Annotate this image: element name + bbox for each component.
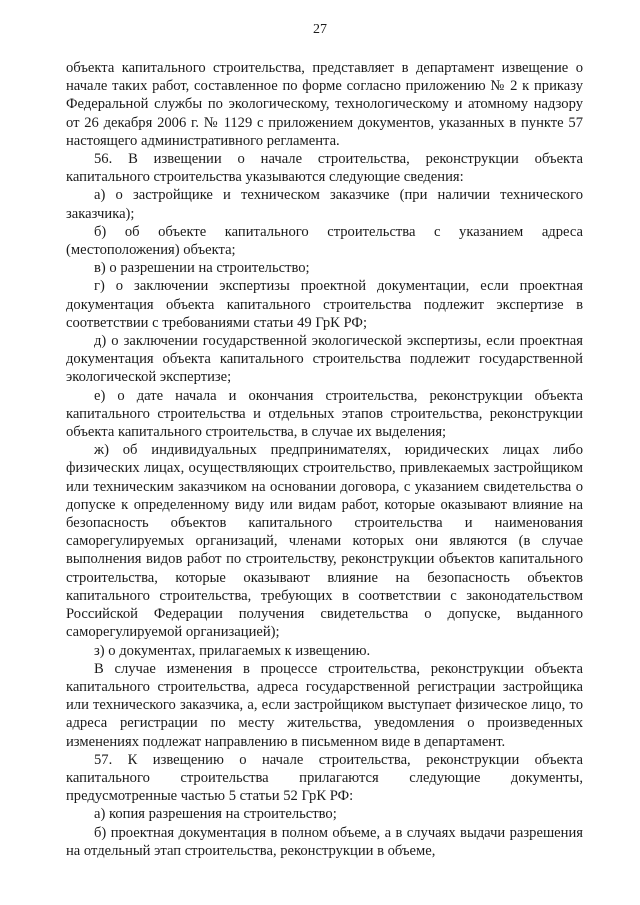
list-item-e: е) о дате начала и окончания строительства, реконструкции объекта капитального строительства и отдельных этапов строительства, реконструкции объекта капитального строительства, в случае их выделения; (66, 387, 583, 441)
list-item-v: в) о разрешении на строительство; (94, 260, 310, 277)
list-item-zh: ж) об индивидуальных предпринимателях, юридических лицах либо физических лицах, осуществляющих строительство, привлекаемых застройщиком или техническим заказчиком на основании договора, с указанием свидетельства о допуске к определенному виду или видам работ, которые оказывают влияние на безопасность объектов капитального строительства и наименования саморегулируемых организаций, членами которых они являются (в случае выполнения видов работ по строительству, реконструкции объектов капитального строительства, которые оказывают влияние на безопасность объектов капитального строительства, требующих в соответствии с законодательством Российской Федерации получения свидетельства о допуске, выданного саморегулируемой организацией); (66, 442, 583, 641)
list-item-a-57: а) копия разрешения на строительство; (94, 806, 337, 823)
list-item-b: б) об объекте капитального строительства с указанием адреса (местоположения) объекта; (66, 223, 583, 259)
paragraph-changes: В случае изменения в процессе строительства, реконструкции объекта капитального строительства, адреса государственной регистрации застройщика или технического заказчика, а, если застройщиком выступает физическое лицо, то адреса регистрации по месту жительства, уведомления о произведенных изменениях подлежат направлению в письменном виде в департамент. (66, 660, 583, 750)
page-number: 27 (313, 22, 327, 37)
list-item-a: а) о застройщике и техническом заказчике (при наличии технического заказчика); (66, 187, 583, 222)
page-body (66, 59, 583, 860)
paragraph-56: 56. В извещении о начале строительства, реконструкции объекта капитального строительства указываются следующие сведения: (66, 151, 583, 186)
paragraph-57: 57. К извещению о начале строительства, реконструкции объекта капитального строительства прилагаются следующие документы, предусмотренные частью 5 статьи 52 ГрК РФ: (66, 751, 583, 805)
list-item-b-57: б) проектная документация в полном объеме, а в случаях выдачи разрешения на отдельный этап строительства, реконструкции в объеме, (66, 824, 583, 859)
list-item-g: г) о заключении экспертизы проектной документации, если проектная документация объекта капитального строительства подлежит экспертизе в соответствии с требованиями статьи 49 ГрК РФ; (66, 278, 583, 331)
list-item-z: з) о документах, прилагаемых к извещению. (94, 642, 371, 659)
paragraph-continuation: объекта капитального строительства, представляет в департамент извещение о начале таких работ, составленное по форме согласно приложению № 2 к приказу Федеральной службы по экологическому, технологическому и атомному надзору от 26 декабря 2006 г. № 1129 с приложением документов, указанных в пункте 57 настоящего административного регламента. (66, 60, 583, 149)
list-item-d: д) о заключении государственной экологической экспертизы, если проектная документация объекта капитального строительства подлежит государственной экологической экспертизе; (66, 333, 583, 386)
